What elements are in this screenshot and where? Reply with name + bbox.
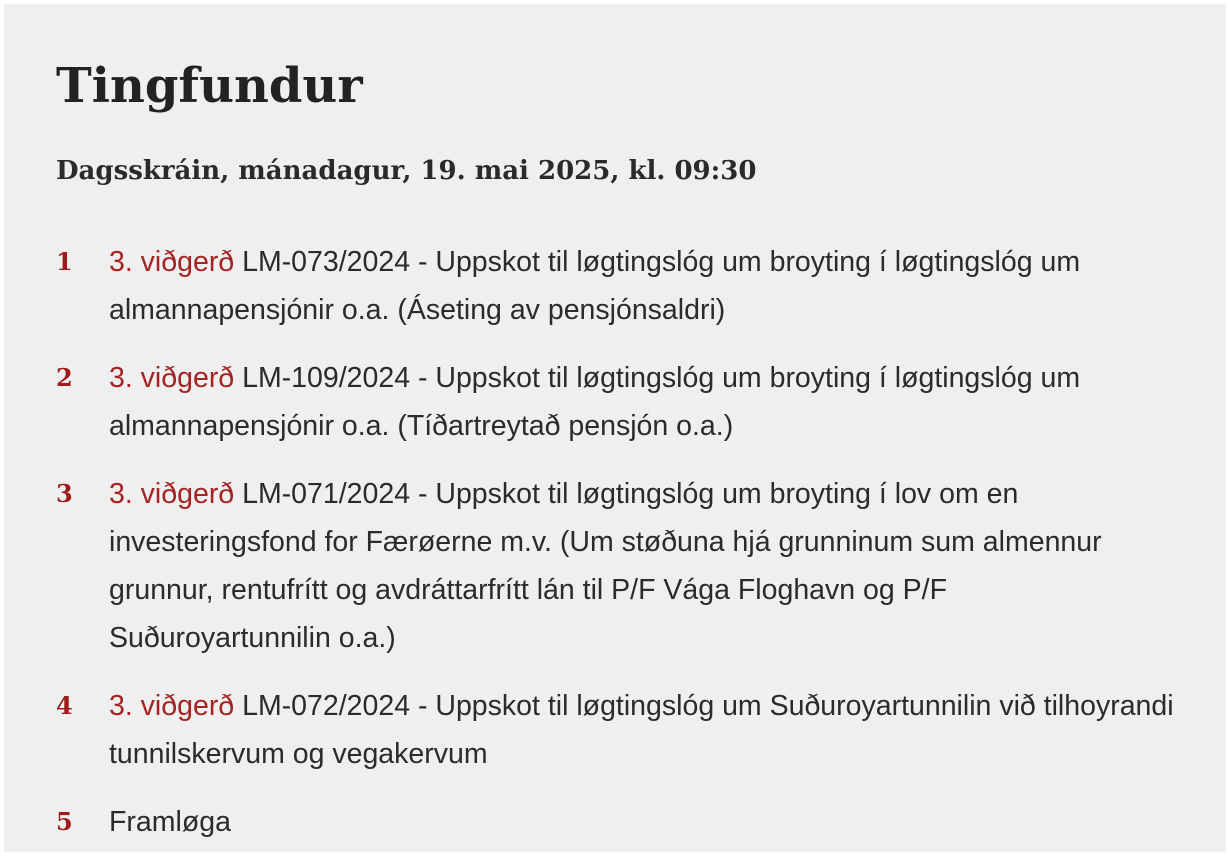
item-number: 4 (56, 691, 73, 720)
item-number: 1 (56, 247, 73, 276)
agenda-item (56, 354, 1176, 450)
agenda-item (56, 470, 1176, 662)
reading-link[interactable]: 3. viðgerð (109, 690, 235, 722)
agenda-item (56, 682, 1176, 778)
agenda-list (56, 238, 1176, 866)
agenda-item (56, 238, 1176, 334)
item-number: 5 (56, 807, 73, 836)
page-title: Tingfundur (56, 58, 363, 114)
agenda-date-subtitle: Dagsskráin, mánadagur, 19. mai 2025, kl. 09:30 (56, 156, 757, 186)
agenda-item (56, 798, 1176, 846)
reading-link[interactable]: 3. viðgerð (109, 246, 235, 278)
item-description: LM-072/2024 - Uppskot til løgtingslóg um Suðuroyartunnilin við tilhoyrandi tunnilskervum og vegakervum (109, 690, 1174, 770)
item-number: 2 (56, 363, 73, 392)
item-number: 3 (56, 479, 73, 508)
reading-link[interactable]: 3. viðgerð (109, 362, 235, 394)
item-description: LM-073/2024 - Uppskot til løgtingslóg um broyting í løgtingslóg um almannapensjónir o.a. (Áseting av pensjónsaldri) (109, 246, 1081, 326)
agenda-panel (4, 4, 1226, 852)
item-description: LM-109/2024 - Uppskot til løgtingslóg um broyting í løgtingslóg um almannapensjónir o.a. (Tíðartreytað pensjón o.a.) (109, 362, 1081, 442)
reading-link[interactable]: 3. viðgerð (109, 478, 235, 510)
item-description: LM-071/2024 - Uppskot til løgtingslóg um broyting í lov om en investeringsfond for Færøerne m.v. (Um støðuna hjá grunninum sum almennur grunnur, rentufrítt og avdráttarfrítt lán til P/F Vága Floghavn og P/F Suðuroyartunnilin o.a.) (109, 478, 1102, 654)
item-description: Framløga (109, 806, 231, 838)
